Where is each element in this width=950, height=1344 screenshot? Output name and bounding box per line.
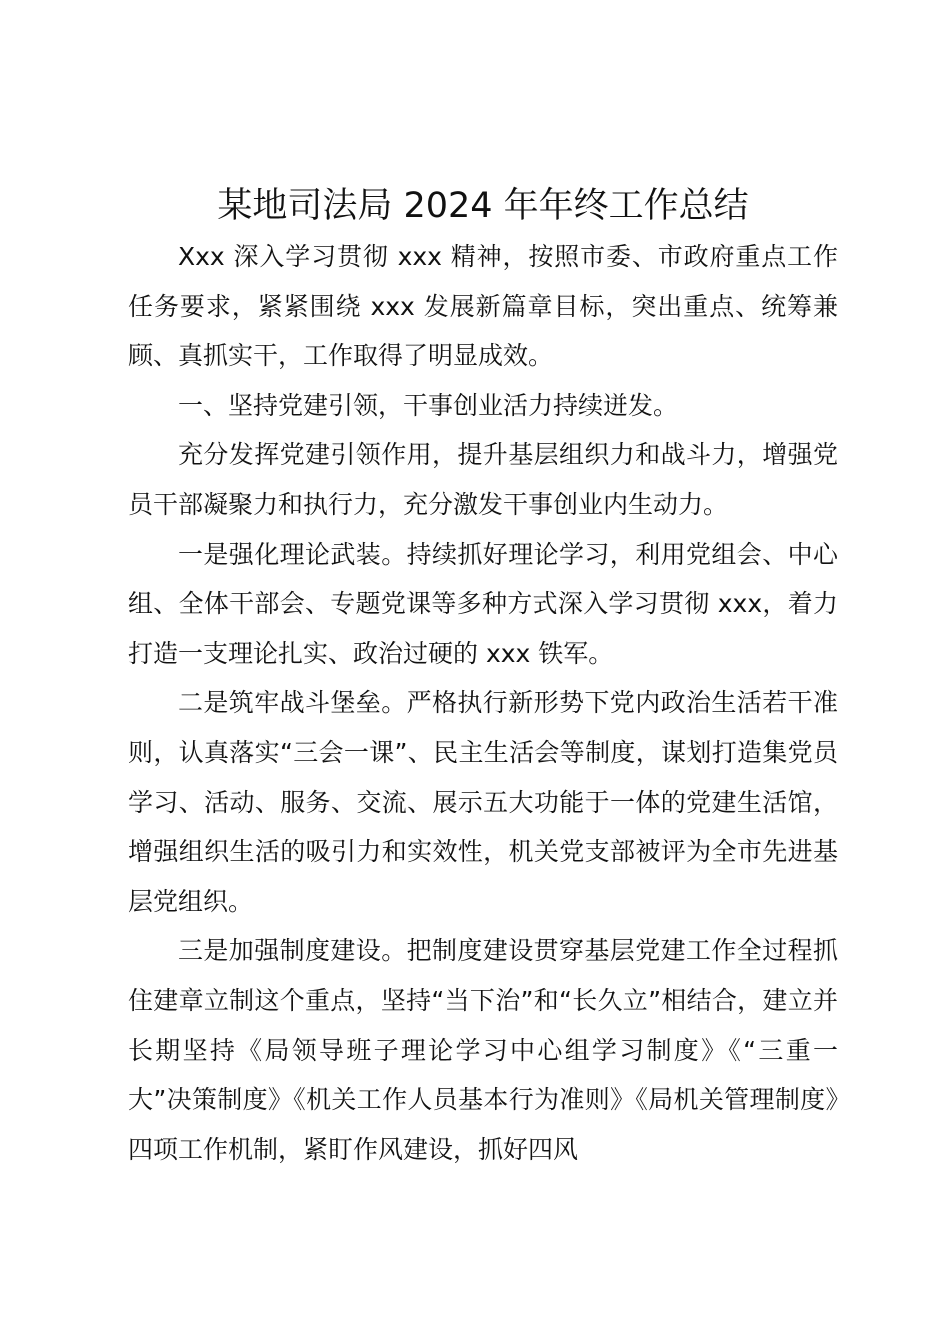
item-2-paragraph: 二是筑牢战斗堡垒。严格执行新形势下党内政治生活若干准则，认真落实“三会一课”、民主生活会等制度，谋划打造集党员学习、活动、服务、交流、展示五大功能于一体的党建生活馆，增强组织生活的吸引力和实效性，机关党支部被评为全市先进基层党组织。 <box>128 688 838 916</box>
item-3-paragraph: 三是加强制度建设。把制度建设贯穿基层党建工作全过程抓住建章立制这个重点，坚持“当下治”和“长久立”相结合，建立并长期坚持《局领导班子理论学习中心组学习制度》《“三重一大”决策制度》《机关工作人员基本行为准则》《局机关管理制度》四项工作机制，紧盯作风建设，抓好四风 <box>128 936 838 1164</box>
section-1-summary-paragraph: 充分发挥党建引领作用，提升基层组织力和战斗力，增强党员干部凝聚力和执行力，充分激发干事创业内生动力。 <box>128 440 838 519</box>
section-heading-1: 一、坚持党建引领，干事创业活力持续迸发。 <box>178 390 679 420</box>
item-1-paragraph: 一是强化理论武装。持续抓好理论学习，利用党组会、中心组、全体干部会、专题党课等多种方式深入学习贯彻 xxx，着力打造一支理论扎实、政治过硬的 xxx 铁军。 <box>128 539 838 668</box>
document-page <box>128 180 838 1174</box>
document-title: 某地司法局 2024 年年终工作总结 <box>217 186 749 226</box>
intro-paragraph: Xxx 深入学习贯彻 xxx 精神，按照市委、市政府重点工作任务要求，紧紧围绕 xxx 发展新篇章目标，突出重点、统筹兼顾、真抓实干，工作取得了明显成效。 <box>128 242 838 371</box>
